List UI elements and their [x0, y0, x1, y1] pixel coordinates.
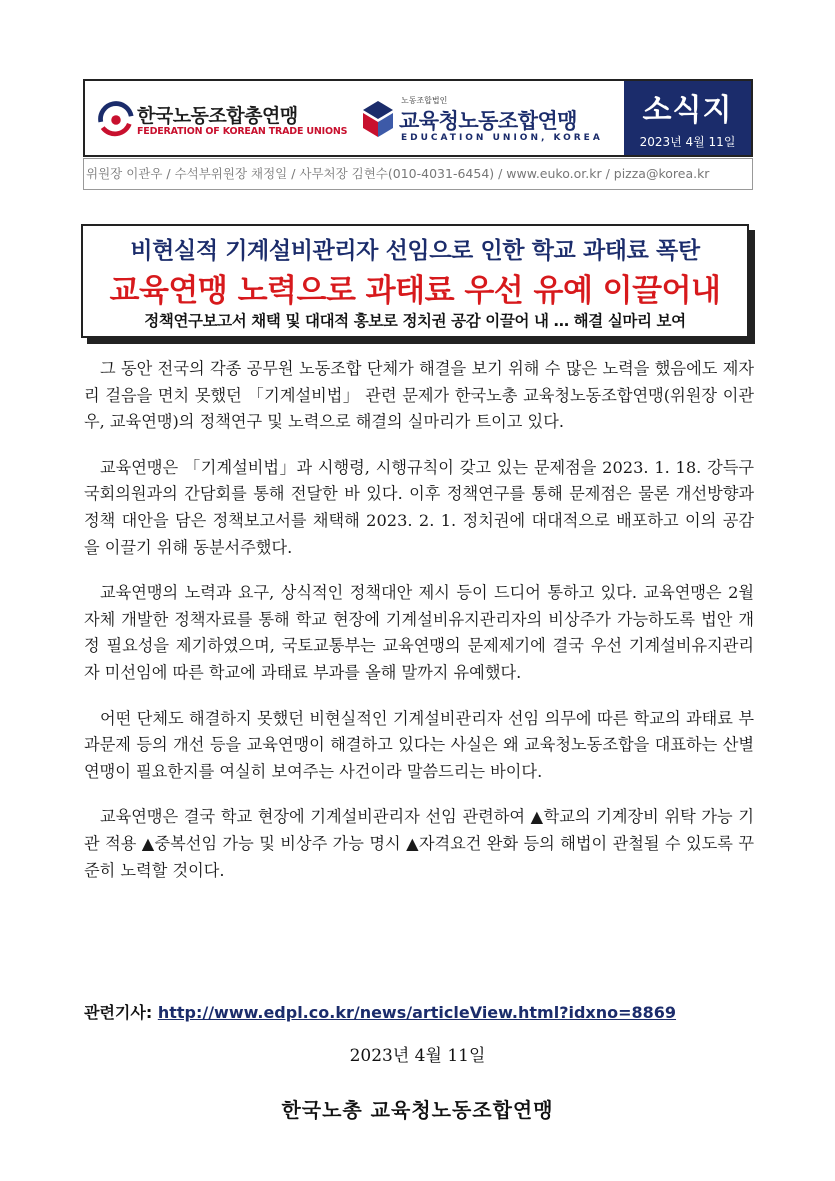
newsletter-badge: [624, 81, 751, 155]
headline-subtitle: 정책연구보고서 채택 및 대대적 홍보로 정치권 공감 이끌어 내 … 해결 실마리 보여: [144, 312, 686, 330]
newsletter-date: 2023년 4월 11일: [639, 135, 736, 149]
edu-union-small-label: 노동조합법인: [401, 96, 448, 105]
newsletter-title: 소식지: [642, 93, 733, 128]
edu-union-logo-korean: 교육청노동조합연맹: [399, 109, 578, 133]
related-article-label: 관련기사:: [84, 1003, 153, 1022]
headline-box: [81, 224, 749, 338]
fkt-logo-korean: 한국노동조합총연맹: [137, 105, 298, 127]
organization-signature: 한국노총 교육청노동조합연맹: [281, 1098, 554, 1122]
paragraph-1: 그 동안 전국의 각종 공무원 노동조합 단체가 해결을 보기 위해 수 많은 노력을 했음에도 제자리 걸음을 면치 못했던 「기계설비법」 관련 문제가 한국노총 교육청노동조합연맹(위원장 이관우, 교육연맹)의 정책연구 및 노력으로 해결의 실마리가 트이고 있다.: [84, 359, 754, 432]
related-article: [84, 1000, 676, 1023]
edu-union-emblem-icon: [361, 99, 395, 139]
fkt-emblem-icon: [97, 101, 135, 139]
edu-union-logo-english: EDUCATION UNION, KOREA: [401, 133, 603, 143]
header-band: [83, 79, 753, 157]
fkt-logo-english: FEDERATION OF KOREAN TRADE UNIONS: [137, 126, 348, 137]
paragraph-5: 교육연맹은 결국 학교 현장에 기계설비관리자 선임 관련하여 ▲학교의 기계장비 위탁 가능 기관 적용 ▲중복선임 가능 및 비상주 가능 명시 ▲자격요건 완화 등의 해법이 관철될 수 있도록 꾸준히 노력할 것이다.: [84, 807, 754, 880]
paragraph-4: 어떤 단체도 해결하지 못했던 비현실적인 기계설비관리자 선임 의무에 따른 학교의 과태료 부과문제 등의 개선 등을 교육연맹이 해결하고 있다는 사실은 왜 교육청노동조합을 대표하는 산별연맹이 필요한지를 여실히 보여주는 사건이라 말씀드리는 바이다.: [84, 708, 754, 781]
paragraph-3: 교육연맹의 노력과 요구, 상식적인 정책대안 제시 등이 드디어 통하고 있다. 교육연맹은 2월 자체 개발한 정책자료를 통해 학교 현장에 기계설비유지관리자의 비상주가 가능하도록 법안 개정 필요성을 제기하였으며, 국토교통부는 교육연맹의 문제제기에 결국 우선 기계설비유지관리자 미선임에 따른 학교에 과태료 부과를 올해 말까지 유예했다.: [84, 583, 754, 682]
contact-line: 위원장 이관우 / 수석부위원장 채정일 / 사무처장 김현수(010-4031-6454) / www.euko.or.kr / pizza@korea.kr: [83, 158, 753, 190]
related-article-link[interactable]: http://www.edpl.co.kr/news/articleView.html?idxno=8869: [157, 1003, 677, 1022]
headline-line-1: 비현실적 기계설비관리자 선임으로 인한 학교 과태료 폭탄: [130, 238, 700, 264]
fkt-logo: [97, 99, 348, 143]
article-body: [84, 356, 754, 903]
release-date: 2023년 4월 11일: [349, 1046, 486, 1066]
edu-union-logo: [361, 93, 619, 147]
paragraph-2: 교육연맹은 「기계설비법」과 시행령, 시행규칙이 갖고 있는 문제점을 2023. 1. 18. 강득구 국회의원과의 간담회를 통해 전달한 바 있다. 이후 정책연구를 통해 문제점은 물론 개선방향과 정책 대안을 담은 정책보고서를 채택해 2023. 2. 1. 정치권에 대대적으로 배포하고 이의 공감을 이끌기 위해 동분서주했다.: [84, 457, 754, 557]
headline-line-2: 교육연맹 노력으로 과태료 우선 유예 이끌어내: [109, 273, 721, 309]
